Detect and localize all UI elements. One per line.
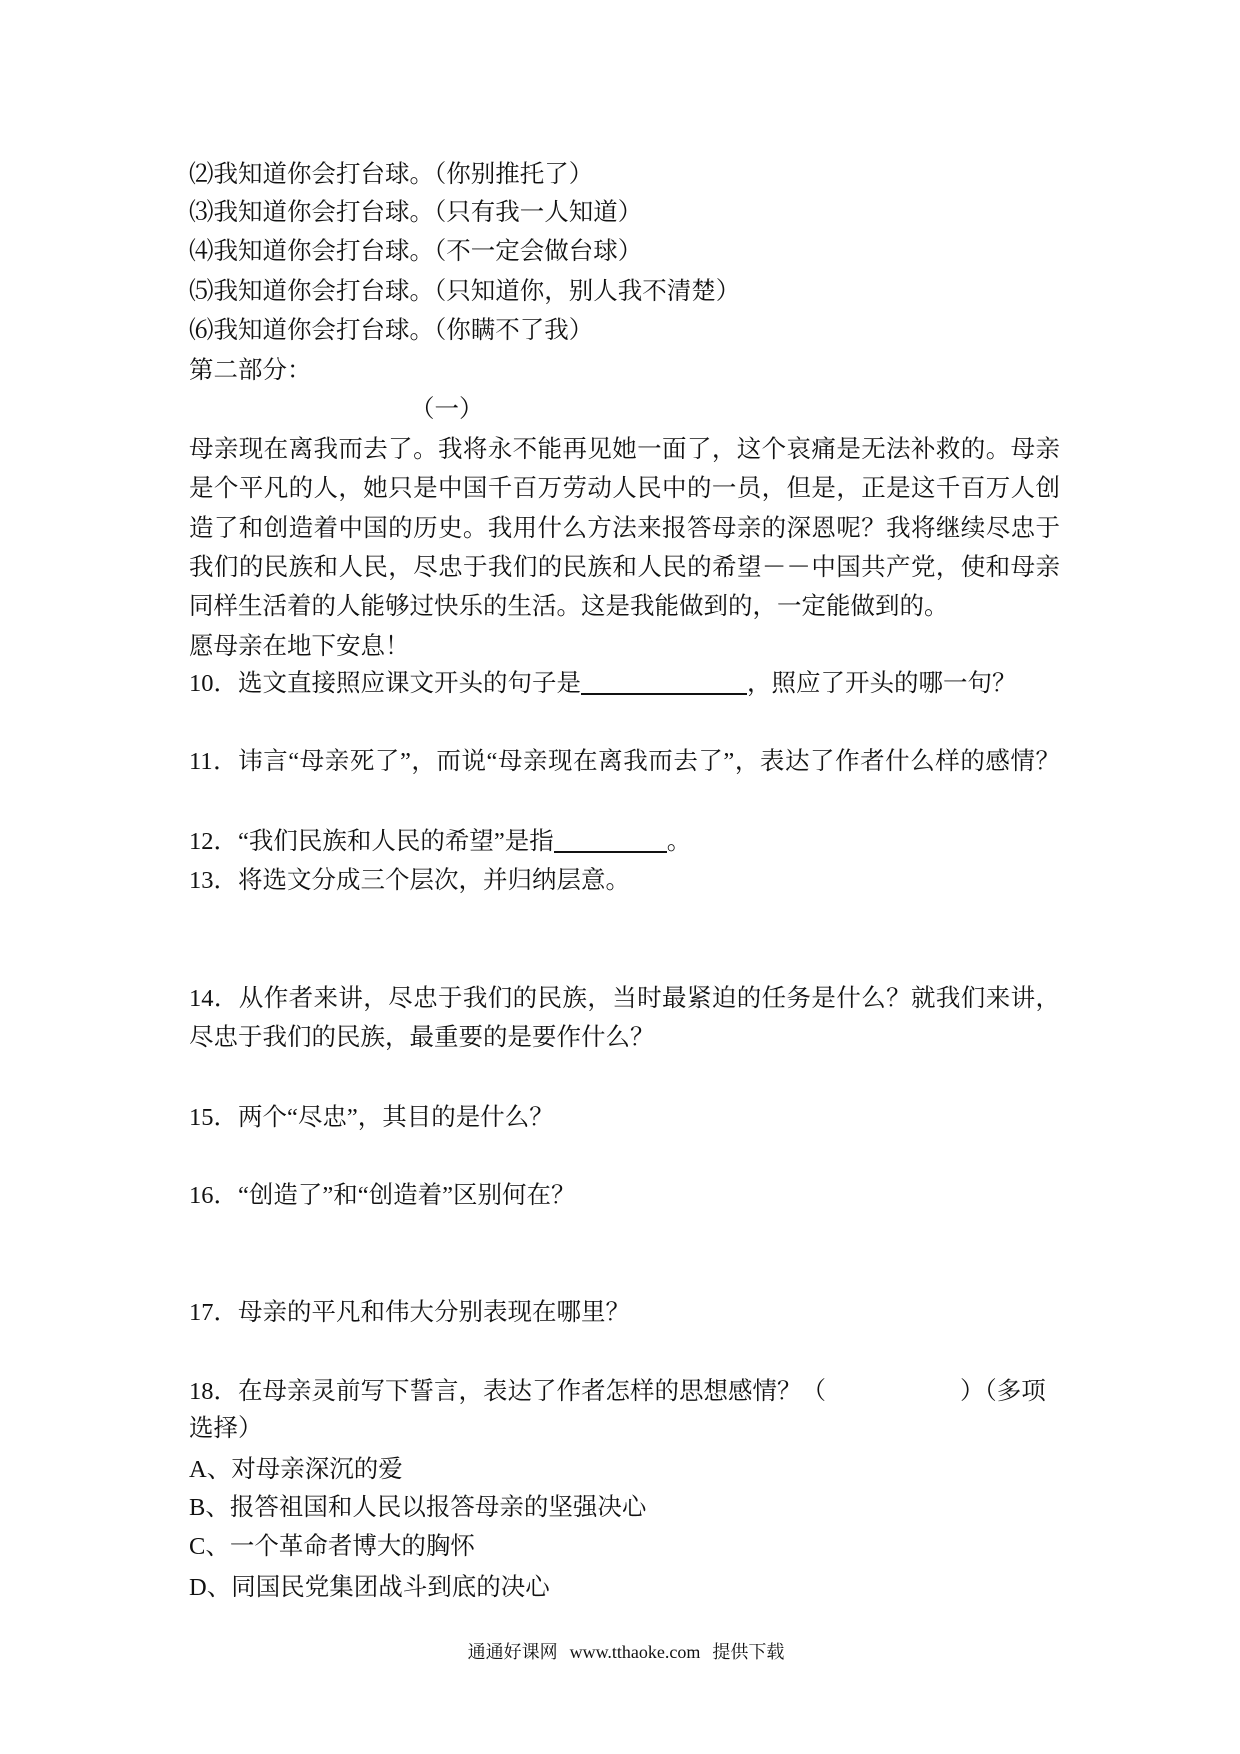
passage-line-5: 同样生活着的人能够过快乐的生活。这是我能做到的，一定能做到的。 [189,593,949,620]
example-line-4: ⑷我知道你会打台球。（不一定会做台球） [189,238,643,265]
question-15: 15．两个“尽忠”，其目的是什么？ [189,1104,554,1131]
question-17: 17．母亲的平凡和伟大分别表现在哪里？ [189,1299,630,1326]
question-10-answer-blank [581,673,747,695]
example-line-6: ⑹我知道你会打台球。（你瞒不了我） [189,317,594,344]
passage-line-3: 造了和创造着中国的历史。我用什么方法来报答母亲的深恩呢？我将继续尽忠于 [189,515,1060,542]
footer-url: www.tthaoke.com [569,1642,701,1662]
option-c: C、一个革命者博大的胸怀 [189,1533,475,1560]
footer-site-name: 通通好课网 [467,1642,558,1662]
question-18-line-1 [189,1376,1046,1408]
question-18-stem: 18．在母亲灵前写下誓言，表达了作者怎样的思想感情？（ [189,1378,826,1405]
question-12 [189,826,691,858]
passage-closing-line: 愿母亲在地下安息！ [189,633,410,660]
question-13: 13．将选文分成三个层次，并归纳层意。 [189,867,630,894]
question-12-prompt: 12．“我们民族和人民的希望”是指 [189,828,554,855]
question-11: 11．讳言“母亲死了”，而说“母亲现在离我而去了”，表达了作者什么样的感情？ [189,748,1060,775]
question-18-stem-tail: ）（多项 [960,1378,1046,1405]
question-10-prompt: 10．选文直接照应课文开头的句子是 [189,670,581,697]
question-12-answer-blank [554,831,667,853]
question-18-line-2: 选择） [189,1415,263,1442]
section-label: （一） [410,396,484,423]
question-18-answer-gap [826,1379,960,1399]
option-a: A、对母亲深沉的爱 [189,1456,403,1483]
question-16: 16．“创造了”和“创造着”区别何在？ [189,1182,576,1209]
question-12-end-mark: 。 [666,828,692,855]
passage-line-2: 是个平凡的人，她只是中国千百万劳动人民中的一员，但是，正是这千百万人创 [189,475,1060,502]
example-line-3: ⑶我知道你会打台球。（只有我一人知道） [189,199,643,226]
footer-suffix: 提供下载 [712,1642,785,1662]
example-line-5: ⑸我知道你会打台球。（只知道你，别人我不清楚） [189,278,741,305]
question-10-followup: ，照应了开头的哪一句？ [747,670,1017,697]
question-10 [189,668,1017,700]
option-b: B、报答祖国和人民以报答母亲的坚强决心 [189,1494,647,1521]
passage-line-4: 我们的民族和人民，尽忠于我们的民族和人民的希望－－中国共产党，使和母亲 [189,554,1060,581]
page-footer [0,1640,1240,1664]
question-14-line-1: 14．从作者来讲，尽忠于我们的民族，当时最紧迫的任务是什么？就我们来讲， [189,985,1060,1012]
part-two-heading: 第二部分： [189,357,312,384]
passage-line-1: 母亲现在离我而去了。我将永不能再见她一面了，这个哀痛是无法补救的。母亲 [189,436,1060,463]
example-line-2: ⑵我知道你会打台球。（你别推托了） [189,161,594,188]
option-d: D、同国民党集团战斗到底的决心 [189,1574,550,1601]
question-14-line-2: 尽忠于我们的民族，最重要的是要作什么？ [189,1024,655,1051]
